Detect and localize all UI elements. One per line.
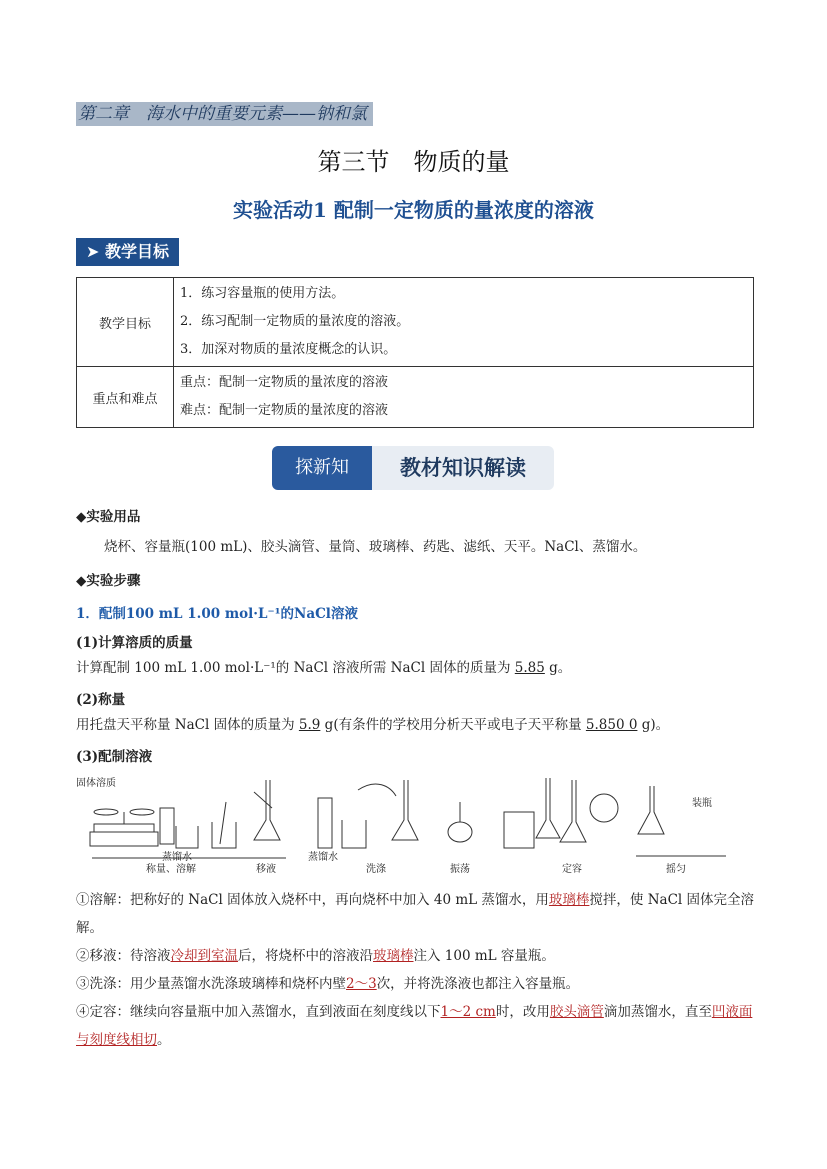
goals-table <box>76 277 754 428</box>
step-answer: 玻璃棒 <box>373 948 414 964</box>
weigh-text-part: 用托盘天平称量 NaCl 固体的质量为 <box>76 717 295 733</box>
diagram-label: 摇匀 <box>666 864 686 875</box>
goals-body <box>174 278 754 367</box>
key-points-head: 重点和难点 <box>77 367 174 428</box>
teaching-goals-banner: ➤ 教学目标 <box>76 238 179 266</box>
diagram-label: 振荡 <box>450 864 470 875</box>
pill-right: 教材知识解读 <box>372 446 554 490</box>
step-text: 滴加蒸馏水，直至 <box>603 1004 712 1020</box>
step-text: 次，并将洗涤液也都注入容量瓶。 <box>376 976 580 992</box>
activity-title: 实验活动1 配制一定物质的量浓度的溶液 <box>233 198 594 222</box>
step-answer: 胶头滴管 <box>549 1004 604 1020</box>
goal-line: 1．练习容量瓶的使用方法。 <box>180 286 345 301</box>
beaker-icon <box>176 826 198 848</box>
diagram-label: 称量、溶解 <box>146 864 196 875</box>
diagram-label: 蒸馏水 <box>162 852 192 863</box>
bottle-icon <box>504 812 534 848</box>
step-answer: 凹液面与刻度线相切 <box>76 1004 753 1048</box>
section-pill <box>272 446 554 490</box>
step1-title: 1．配制100 mL 1.00 mol·L⁻¹的NaCl溶液 <box>76 606 358 622</box>
diagram-label: 固体溶质 <box>76 778 116 789</box>
goals-head: 教学目标 <box>77 278 174 367</box>
supplies-heading: ◆实验用品 <box>76 509 141 525</box>
step-text: ④定容：继续向容量瓶中加入蒸馏水，直到液面在刻度线以下 <box>76 1004 441 1020</box>
steps-heading: ◆实验步骤 <box>76 573 141 589</box>
goal-line: 2．练习配制一定物质的量浓度的溶液。 <box>180 314 410 329</box>
magnifier-icon <box>590 794 618 822</box>
calc-unit: g。 <box>549 660 572 676</box>
calc-answer: 5.85 <box>514 660 545 676</box>
volumetric-flask-icon <box>638 786 664 834</box>
procedure-diagram <box>76 772 766 878</box>
key-point-line: 重点：配制一定物质的量浓度的溶液 <box>180 375 389 390</box>
diagram-label: 移液 <box>256 864 276 875</box>
key-points-body <box>174 367 754 428</box>
wash-bottle-icon <box>160 808 174 844</box>
diagram-label: 定容 <box>562 864 582 875</box>
step-volume <box>76 998 756 1054</box>
step-answer: 玻璃棒 <box>548 892 590 908</box>
goal-line: 3．加深对物质的量浓度概念的认识。 <box>180 342 397 357</box>
step-text: ①溶解：把称好的 NaCl 固体放入烧杯中，再向烧杯中加入 40 mL 蒸馏水，用 <box>76 892 549 908</box>
weigh-text-part: g(有条件的学校用分析天平或电子天平称量 <box>324 717 582 733</box>
step-text: 注入 100 mL 容量瓶。 <box>413 948 555 964</box>
weigh-answer-1: 5.9 <box>298 717 321 733</box>
measuring-cylinder-icon <box>318 798 332 848</box>
weigh-text-part: g)。 <box>641 717 670 733</box>
step-answer: 2～3 <box>346 976 377 992</box>
balance-icon <box>94 824 154 832</box>
volumetric-flask-icon <box>536 778 560 838</box>
step-text: 时，改用 <box>495 1004 550 1020</box>
diagram-label: 蒸馏水 <box>308 852 338 863</box>
step-text: 搅拌，使 NaCl 固体完全溶解。 <box>76 892 755 936</box>
calc-text-part: 计算配制 100 mL 1.00 mol·L⁻¹的 NaCl 溶液所需 NaCl 固体的质量为 <box>76 660 511 676</box>
step-text: ②移液：待溶液 <box>76 948 171 964</box>
key-point-line: 难点：配制一定物质的量浓度的溶液 <box>180 403 389 418</box>
diagram-label: 装瓶 <box>692 798 712 809</box>
prep-heading: (3)配制溶液 <box>76 749 153 765</box>
step-answer: 1～2 cm <box>440 1004 496 1020</box>
volumetric-flask-icon <box>560 780 586 842</box>
calc-text <box>76 654 756 682</box>
step-dissolve <box>76 886 756 942</box>
weigh-answer-2: 5.850 0 <box>585 717 638 733</box>
volumetric-flask-icon <box>254 780 280 840</box>
step-wash <box>76 970 756 998</box>
volumetric-flask-icon <box>392 780 418 840</box>
section-title: 第三节 物质的量 <box>317 148 510 176</box>
beaker-icon <box>212 822 236 848</box>
calc-heading: (1)计算溶质的质量 <box>76 635 193 651</box>
beaker-icon <box>342 820 366 848</box>
step-transfer <box>76 942 756 970</box>
step-text: 。 <box>157 1032 171 1048</box>
step-answer: 冷却到室温 <box>170 948 238 964</box>
pill-left: 探新知 <box>272 446 372 490</box>
flask-shake-icon <box>448 822 472 842</box>
weigh-heading: (2)称量 <box>76 692 126 708</box>
step-text: 后，将烧杯中的溶液沿 <box>238 948 373 964</box>
table-row <box>77 278 754 367</box>
diagram-label: 洗涤 <box>366 864 386 875</box>
weigh-text <box>76 711 756 739</box>
chapter-label: 第二章 海水中的重要元素——钠和氯 <box>76 102 373 126</box>
table-row <box>77 367 754 428</box>
supplies-text: 烧杯、容量瓶(100 mL)、胶头滴管、量筒、玻璃棒、药匙、滤纸、天平。NaCl、蒸馏水。 <box>104 539 647 555</box>
step-text: ③洗涤：用少量蒸馏水洗涤玻璃棒和烧杯内壁 <box>76 976 346 992</box>
